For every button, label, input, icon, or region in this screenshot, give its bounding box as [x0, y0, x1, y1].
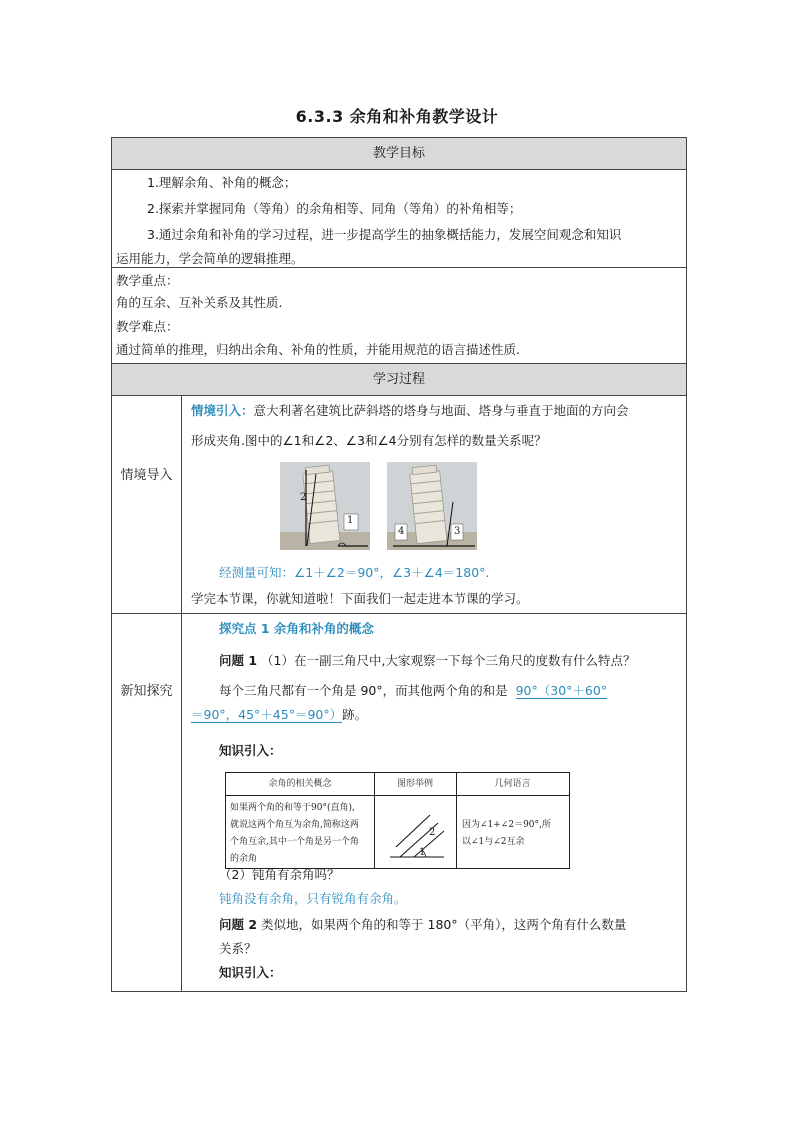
col-header-figure: 图形举例 — [374, 773, 456, 796]
concept-text — [230, 800, 359, 868]
answer-1-cont — [191, 702, 367, 728]
page-title: 6.3.3 余角和补角教学设计 — [295, 107, 499, 126]
complement-concept-table — [225, 772, 570, 869]
diagram-angle-1: 1 — [419, 847, 426, 858]
tower-illustration-1 — [280, 462, 370, 550]
measure-result: 经测量可知：∠1＋∠2＝90°，∠3＋∠4＝180°. — [219, 565, 490, 580]
question-2-label: 问题 2 — [219, 917, 258, 932]
leaning-tower-photo-2 — [387, 462, 477, 550]
intro-line2: 形成夹角.图中的∠1和∠2、∠3和∠4分别有怎样的数量关系呢？ — [191, 433, 547, 448]
answer-1b: 钝角没有余角，只有锐角有余角。 — [219, 891, 407, 906]
intro-label: 情境导入 — [120, 468, 173, 483]
question-1b: （2）钝角有余角吗？ — [219, 867, 340, 882]
question-1-text: （1）在一副三角尺中,大家观察一下每个三角尺的度数有什么特点？ — [261, 653, 636, 668]
angle-label-3: 3 — [454, 526, 461, 537]
answer-1-blank: 90°（30°＋60° — [515, 683, 608, 698]
question-2-cont: 关系？ — [219, 941, 257, 956]
key-text: 角的互余、互补关系及其性质. — [116, 295, 283, 310]
answer-1-prefix: 每个三角尺都有一个角是 90°，而其他两个角的和是 — [219, 683, 508, 698]
inner-divider — [456, 773, 457, 868]
question-1-label: 问题 1 — [219, 653, 258, 668]
goal-item: 1.理解余角、补角的概念； — [147, 175, 297, 190]
knowledge-label-2: 知识引入： — [219, 965, 282, 980]
answer-1-blank-cont: ＝90°，45°＋45°＝90°） — [191, 707, 343, 722]
intro-line1 — [191, 398, 629, 424]
intro-row — [112, 396, 686, 614]
concept-line: 个角互余,其中一个角是另一个角 — [230, 837, 359, 847]
explore-label: 新知探究 — [120, 684, 173, 699]
concept-line: 如果两个角的和等于90°(直角), — [230, 803, 355, 813]
col-header-geometry: 几何语言 — [456, 773, 569, 796]
angle-label-1: 1 — [347, 515, 354, 526]
question-1 — [219, 648, 635, 674]
answer-1-suffix: 跡。 — [342, 707, 368, 722]
goal-item: 3.通过余角和补角的学习过程，进一步提高学生的抽象概括能力，发展空间观念和知识 — [147, 227, 622, 242]
difficulty-label: 教学难点： — [116, 319, 179, 334]
geometry-line: 以∠1与∠2互余 — [462, 837, 525, 847]
concept-line: 就说这两个角互为余角,简称这两 — [230, 820, 359, 830]
leaning-tower-photo-1 — [280, 462, 370, 550]
intro-text: 意大利著名建筑比萨斜塔的塔身与地面、塔身与垂直于地面的方向会 — [253, 403, 629, 418]
goals-header: 教学目标 — [112, 138, 686, 170]
angle-label-2: 2 — [300, 492, 307, 503]
col-header-concept: 余角的相关概念 — [226, 773, 374, 796]
diagram-angle-2: 2 — [429, 827, 436, 838]
explore-point-title: 探究点 1 余角和补角的概念 — [219, 621, 374, 636]
question-2 — [219, 912, 626, 938]
intro-closing: 学完本节课，你就知道啦！下面我们一起走进本节课的学习。 — [191, 591, 529, 606]
geometry-line: 因为∠1+∠2＝90°,所 — [462, 820, 551, 830]
goals-section — [112, 170, 686, 268]
goal-item: 运用能力，学会简单的逻辑推理。 — [116, 251, 304, 266]
intro-lead: 情境引入： — [191, 403, 254, 418]
inner-divider — [374, 773, 375, 868]
focus-section — [112, 268, 686, 364]
knowledge-label: 知识引入： — [219, 743, 282, 758]
concept-line: 的余角 — [230, 854, 258, 864]
difficulty-text: 通过简单的推理，归纳出余角、补角的性质，并能用规范的语言描述性质. — [116, 342, 520, 357]
angle-label-4: 4 — [398, 526, 405, 537]
answer-1 — [219, 678, 607, 704]
question-2-text: 类似地，如果两个角的和等于 180°（平角），这两个角有什么数量 — [261, 917, 627, 932]
goal-item: 2.探索并掌握同角（等角）的余角相等、同角（等角）的补角相等； — [147, 201, 522, 216]
key-label: 教学重点： — [116, 273, 179, 288]
process-header: 学习过程 — [112, 364, 686, 396]
geometry-text — [462, 817, 551, 851]
complement-angle-diagram — [386, 801, 448, 863]
